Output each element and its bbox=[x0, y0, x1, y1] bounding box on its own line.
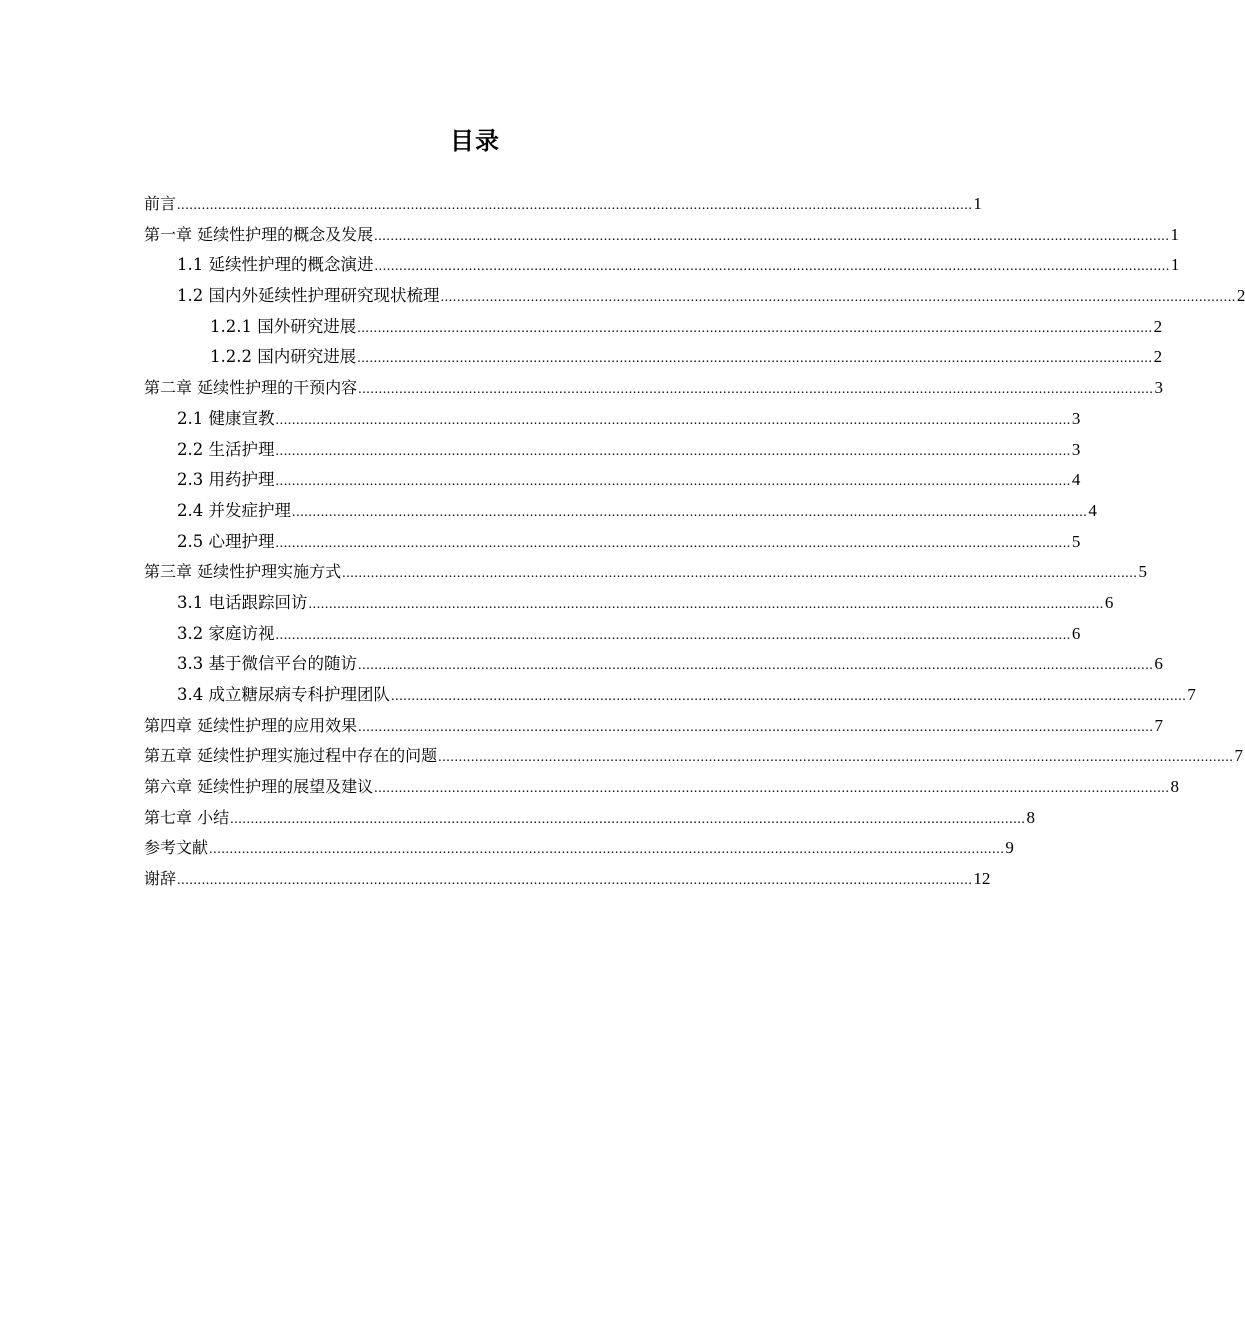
toc-entry-section-1-2[interactable] bbox=[144, 281, 1245, 312]
toc-entry-section-1-2-2[interactable] bbox=[144, 342, 1163, 373]
toc-entry-section-2-3[interactable] bbox=[144, 465, 1081, 496]
toc-entry-chapter-3[interactable] bbox=[144, 557, 1147, 588]
toc-entry-acknowledgements[interactable] bbox=[144, 864, 991, 895]
toc-leader: .................................................................................................................................................................................................. bbox=[275, 627, 1071, 643]
toc-entry-label: 谢辞 bbox=[144, 869, 177, 889]
toc-entry-label: 2.1 健康宣教 bbox=[177, 408, 275, 428]
toc-entry-section-3-4[interactable] bbox=[144, 680, 1196, 711]
toc-entry-chapter-1[interactable] bbox=[144, 220, 1179, 251]
toc-entry-section-2-1[interactable] bbox=[144, 404, 1081, 435]
toc-entry-label: 3.4 成立糖尿病专科护理团队 bbox=[177, 685, 390, 704]
toc-entry-label: 第一章 延续性护理的概念及发展 bbox=[144, 224, 374, 244]
toc-page-number: 3 bbox=[1154, 378, 1163, 398]
toc-page-number: 1 bbox=[1170, 255, 1180, 275]
toc-page-number: 7 bbox=[1154, 715, 1163, 735]
toc-page-number: 6 bbox=[1154, 654, 1163, 674]
toc-entry-label: 3.2 家庭访视 bbox=[177, 623, 275, 643]
toc-entry-section-3-1[interactable] bbox=[144, 588, 1114, 619]
toc-page-number: 3 bbox=[1071, 439, 1081, 459]
toc-page-number: 7 bbox=[1234, 746, 1243, 766]
toc-entry-section-3-2[interactable] bbox=[144, 619, 1081, 650]
toc-entry-section-2-5[interactable] bbox=[144, 527, 1081, 558]
toc-entry-label: 第二章 延续性护理的干预内容 bbox=[144, 378, 358, 398]
toc-page-number: 2 bbox=[1153, 316, 1163, 336]
toc-page-number: 4 bbox=[1071, 470, 1081, 490]
toc-entry-label: 1.1 延续性护理的概念演进 bbox=[177, 255, 374, 275]
toc-page-number: 12 bbox=[973, 869, 991, 889]
toc-leader: .................................................................................................................................................................................................. bbox=[275, 535, 1071, 551]
toc-entry-label: 1.2 国内外延续性护理研究现状梳理 bbox=[177, 286, 440, 306]
toc-leader: .................................................................................................................................................................................................. bbox=[438, 750, 1234, 766]
toc-entry-label: 2.5 心理护理 bbox=[177, 531, 275, 551]
toc-leader: .................................................................................................................................................................................................. bbox=[374, 259, 1170, 275]
toc-leader: .................................................................................................................................................................................................. bbox=[358, 382, 1154, 398]
toc-leader: .................................................................................................................................................................................................. bbox=[275, 412, 1071, 428]
toc-entry-chapter-2[interactable] bbox=[144, 373, 1163, 404]
toc-entry-label: 2.3 用药护理 bbox=[177, 470, 275, 490]
toc-entry-section-2-2[interactable] bbox=[144, 435, 1081, 466]
toc-entry-label: 1.2.1 国外研究进展 bbox=[210, 316, 357, 336]
toc-entry-label: 第三章 延续性护理实施方式 bbox=[144, 562, 342, 582]
toc-leader: .................................................................................................................................................................................................. bbox=[374, 781, 1170, 797]
toc-page-number: 1 bbox=[1170, 224, 1179, 244]
page-title: 目录 bbox=[450, 127, 500, 155]
toc-entry-label: 第四章 延续性护理的应用效果 bbox=[144, 715, 358, 735]
toc-entry-label: 3.3 基于微信平台的随访 bbox=[177, 654, 357, 674]
toc-page-number: 2 bbox=[1236, 286, 1245, 306]
toc-leader: .................................................................................................................................................................................................. bbox=[374, 228, 1170, 244]
toc-page-number: 3 bbox=[1071, 408, 1081, 428]
toc-leader: .................................................................................................................................................................................................. bbox=[391, 689, 1187, 704]
toc-page-number: 5 bbox=[1071, 531, 1081, 551]
toc-page-number: 7 bbox=[1187, 685, 1196, 704]
toc-page-number: 9 bbox=[1005, 838, 1014, 858]
toc-page-number: 2 bbox=[1153, 347, 1163, 367]
toc-leader: .................................................................................................................................................................................................. bbox=[342, 566, 1138, 582]
toc-entry-label: 3.1 电话跟踪回访 bbox=[177, 592, 308, 612]
toc-page-number: 5 bbox=[1138, 562, 1147, 582]
toc-leader: .................................................................................................................................................................................................. bbox=[292, 504, 1088, 520]
toc-entry-chapter-4[interactable] bbox=[144, 711, 1163, 742]
toc-leader: .................................................................................................................................................................................................. bbox=[358, 719, 1154, 735]
toc-entry-section-1-1[interactable] bbox=[144, 250, 1180, 281]
toc-leader: .................................................................................................................................................................................................. bbox=[230, 811, 1026, 827]
toc-entry-label: 前言 bbox=[144, 194, 177, 213]
toc-entry-label: 2.2 生活护理 bbox=[177, 439, 275, 459]
toc-entry-label: 1.2.2 国内研究进展 bbox=[210, 347, 357, 367]
toc-list bbox=[144, 189, 1245, 895]
toc-leader: .................................................................................................................................................................................................. bbox=[177, 198, 973, 213]
toc-entry-chapter-5[interactable] bbox=[144, 741, 1243, 772]
toc-leader: .................................................................................................................................................................................................. bbox=[275, 474, 1071, 490]
toc-leader: .................................................................................................................................................................................................. bbox=[209, 842, 1005, 858]
toc-entry-label: 第五章 延续性护理实施过程中存在的问题 bbox=[144, 746, 438, 766]
toc-page-number: 6 bbox=[1071, 623, 1081, 643]
toc-entry-references[interactable] bbox=[144, 833, 1014, 864]
toc-page-number: 1 bbox=[973, 194, 982, 213]
toc-entry-label: 第六章 延续性护理的展望及建议 bbox=[144, 777, 374, 797]
toc-entry-preface[interactable] bbox=[144, 189, 982, 220]
toc-entry-label: 2.4 并发症护理 bbox=[177, 500, 291, 520]
toc-page-number: 4 bbox=[1088, 500, 1097, 520]
toc-entry-chapter-6[interactable] bbox=[144, 772, 1179, 803]
toc-entry-label: 第七章 小结 bbox=[144, 807, 230, 827]
toc-page-number: 8 bbox=[1170, 777, 1179, 797]
toc-page-number: 8 bbox=[1026, 807, 1035, 827]
toc-entry-section-1-2-1[interactable] bbox=[144, 312, 1163, 343]
toc-leader: .................................................................................................................................................................................................. bbox=[357, 320, 1153, 336]
toc-leader: .................................................................................................................................................................................................. bbox=[308, 596, 1104, 612]
toc-leader: .................................................................................................................................................................................................. bbox=[357, 351, 1153, 367]
toc-entry-section-2-4[interactable] bbox=[144, 496, 1097, 527]
toc-entry-label: 参考文献 bbox=[144, 838, 209, 858]
toc-entry-chapter-7[interactable] bbox=[144, 803, 1035, 834]
toc-entry-section-3-3[interactable] bbox=[144, 649, 1163, 680]
toc-leader: .................................................................................................................................................................................................. bbox=[275, 443, 1071, 459]
toc-leader: .................................................................................................................................................................................................. bbox=[358, 658, 1154, 674]
toc-page-number: 6 bbox=[1104, 592, 1114, 612]
toc-leader: .................................................................................................................................................................................................. bbox=[177, 873, 973, 889]
toc-leader: .................................................................................................................................................................................................. bbox=[440, 290, 1236, 306]
